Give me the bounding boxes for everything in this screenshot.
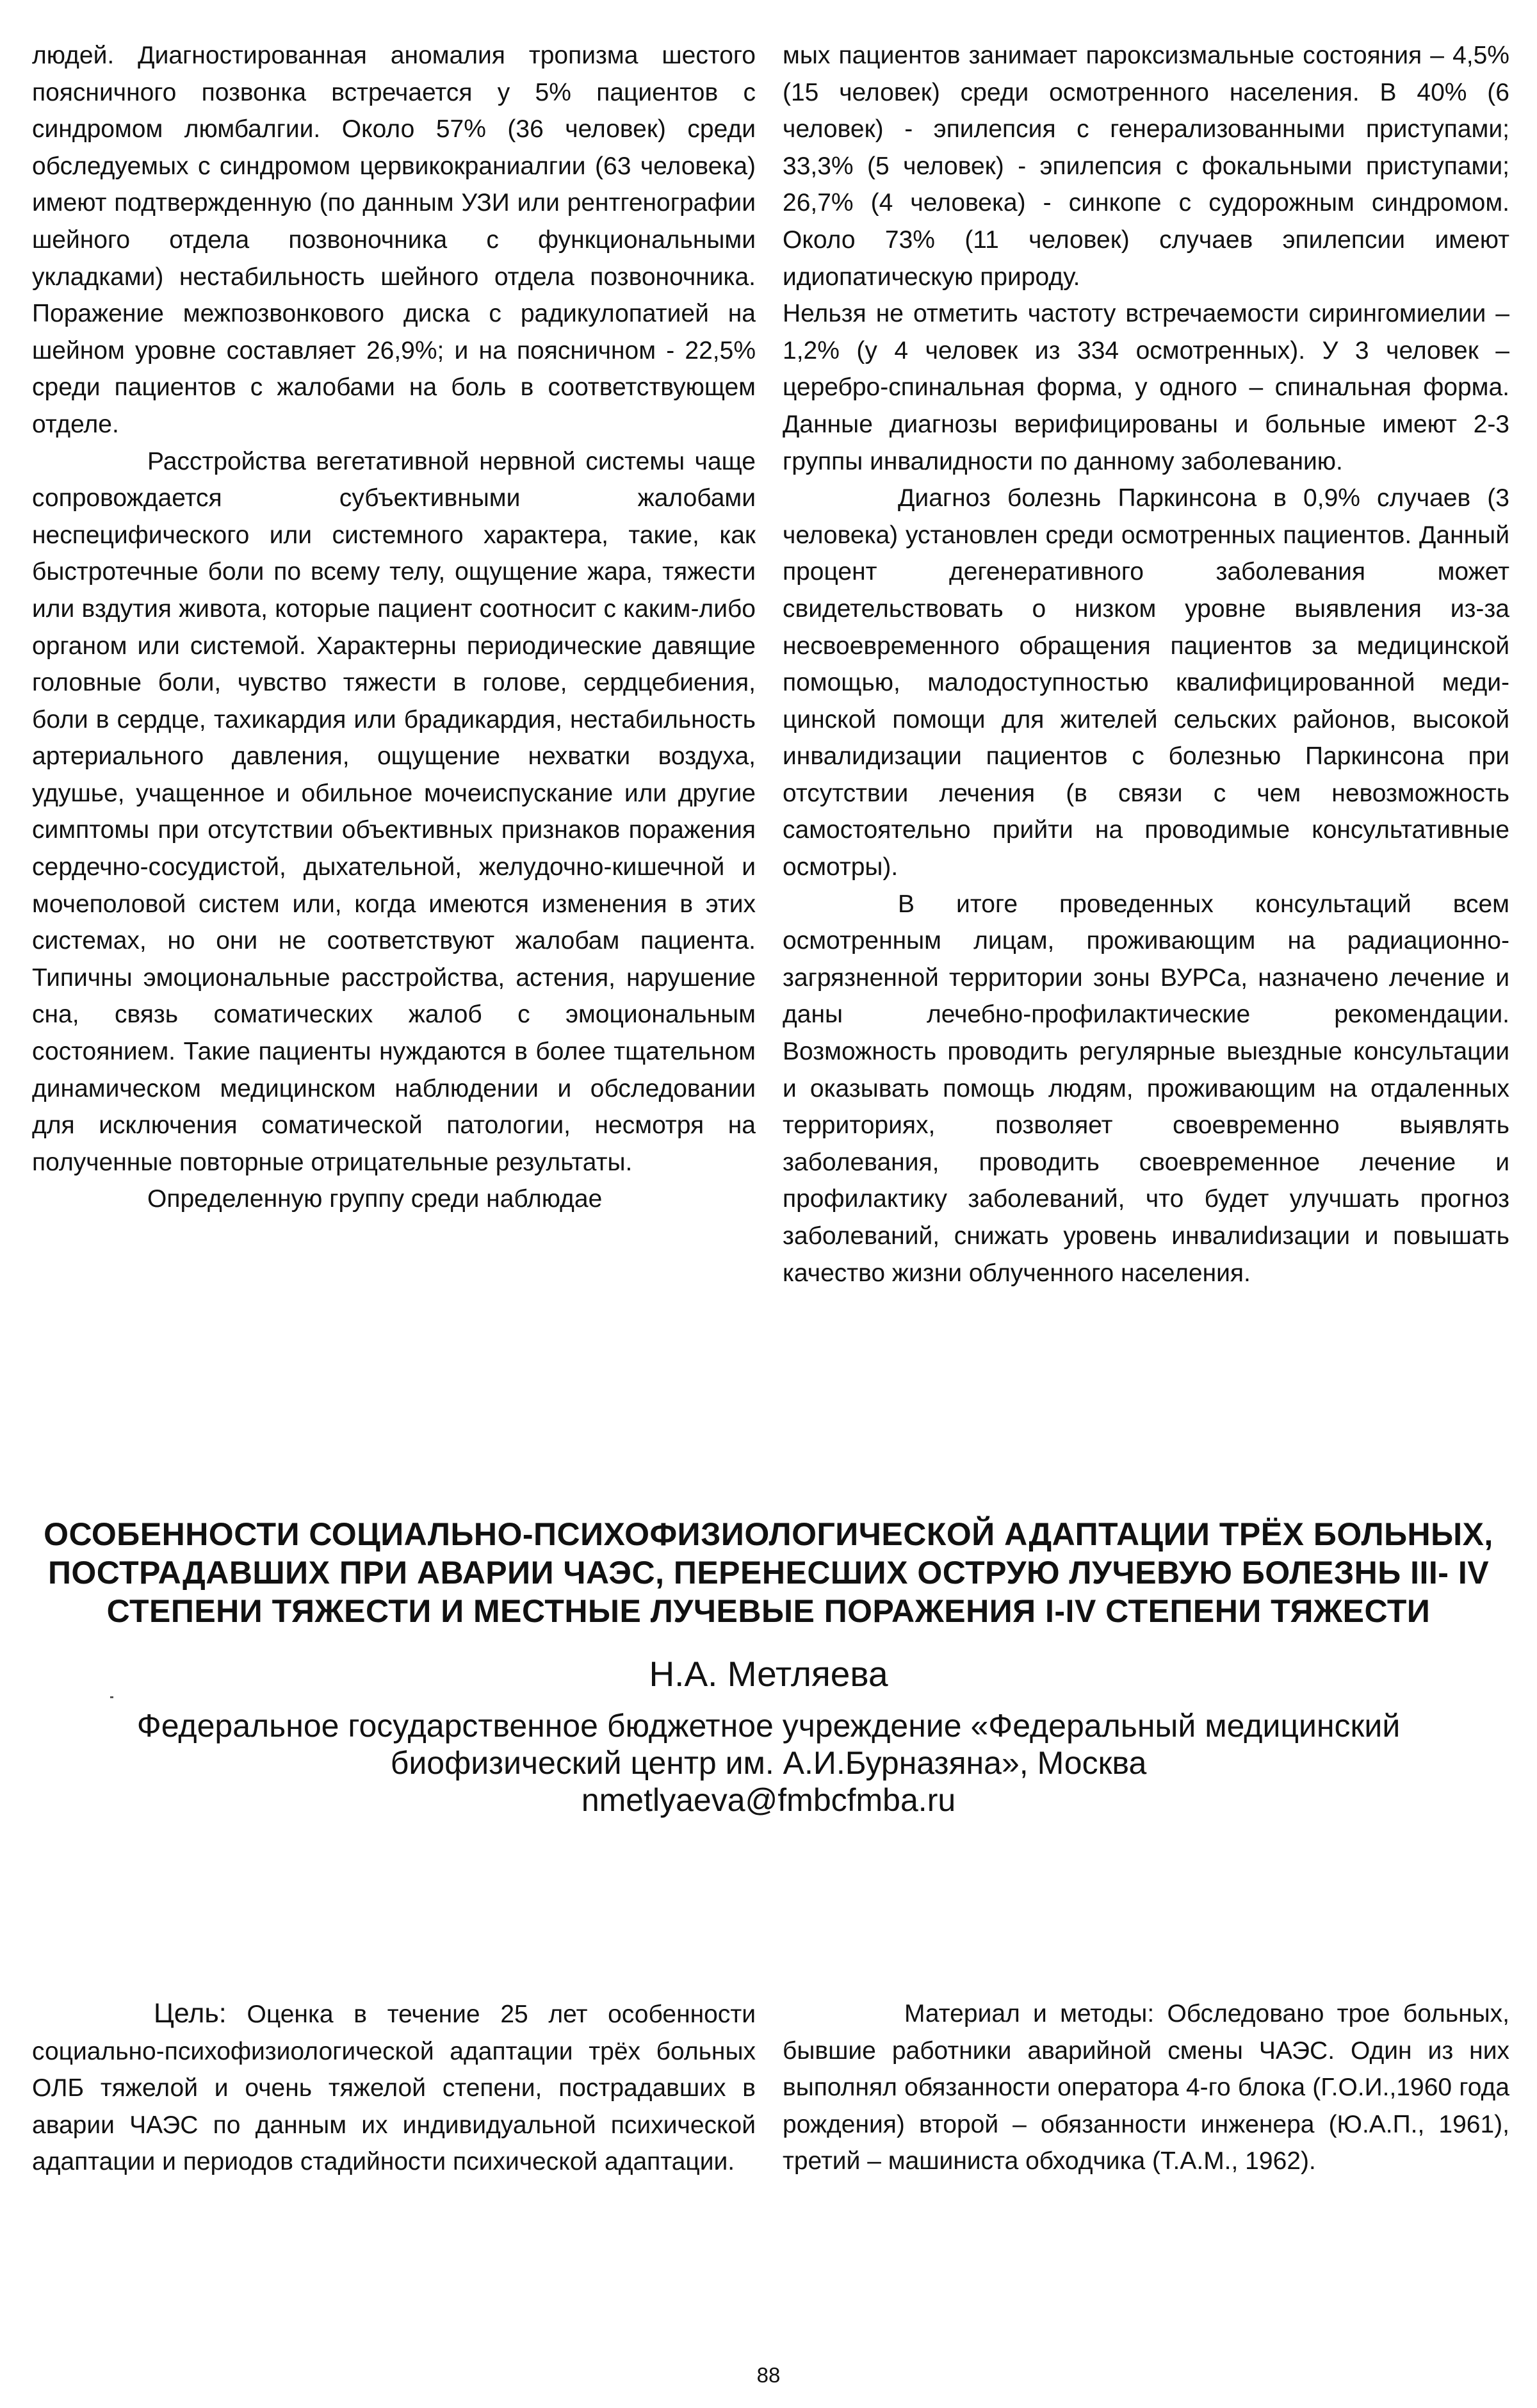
right-column-bottom [783, 1995, 1509, 2180]
paragraph: людей. Диагностированная аномалия тропизма шестого поясничного позвонка встречается у 5% пациентов с синдромом люмбалгии. Около 57% (36 человек) среди обследуемых с синдромом цервикокраниалгии (63 человека) имеют подтвержденную (по данным УЗИ или рентгенографии шейного отдела позвоночника с функциональными укладками) нестабильность шейного отдела позвоночника. Поражение межпозвонкового диска с радикулопатией на шейном уровне составляет 26,9%; и на поясничном - 22,5% среди пациентов с жалобами на боль в соответствующем отделе. [32, 42, 756, 438]
author-email: nmetlyaeva@fmbcfmba.ru [581, 1782, 956, 1818]
paragraph: В итоге проведенных консультаций всем осмотренным лицам, проживающим на радиационно-загрязненной территории зоны ВУРСа, назначено лечение и даны лечебно-профилактические рекомендации. Возможность проводить регулярные выездные консультации и оказывать помощь людям, проживающим на отдаленных территориях, позволяет своевременно выявлять заболевания, проводить своевременное лечение и профилактику заболеваний, что будет улучшать прогноз заболеваний, снижать уровень инвалиdизации и повышать качество жизни облученного населения. [783, 890, 1509, 1287]
article-title: ОСОБЕННОСТИ СОЦИАЛЬНО-ПСИХОФИЗИОЛОГИЧЕСКОЙ АДАПТАЦИИ ТРЁХ БОЛЬНЫХ, ПОСТРАДАВШИХ ПРИ АВАРИИ ЧАЭС, ПЕРЕНЕСШИХ ОСТРУЮ ЛУЧЕВУЮ БОЛЕЗНЬ III- IV СТЕПЕНИ ТЯЖЕСТИ И МЕСТНЫЕ ЛУЧЕВЫЕ ПОРАЖЕНИЯ I-IV СТЕПЕНИ ТЯЖЕСТИ [44, 1516, 1493, 1629]
paragraph: Определенную группу среди наблюдае [147, 1185, 603, 1213]
page-number: 88 [756, 2363, 781, 2387]
author-affiliation [32, 1707, 1505, 1819]
paragraph: Нельзя не отметить частоту встречаемости сирингомиелии – 1,2% (у 4 человек из 334 осмотренных). У 3 человек – церебро-спинальная форма, у одного – спинальная форма. Данные диагнозы верифицированы и больные имеют 2-3 группы инвалидности по данному заболеванию. [783, 300, 1509, 475]
paragraph: Расстройства вегетативной нервной системы чаще сопровождается субъективными жалобами неспецифического или системного характера, такие, как быстротечные боли по всему телу, ощущение жара, тяжести или вздутия живота, которые пациент соотносит с каким-либо органом или системой. Характерны периодические давящие головные боли, чувство тяжести в голове, сердцебиения, боли в сердце, тахикардия или брадикардия, нестабильность артериального давления, ощущение нехватки воздуха, удушье, учащенное и обильное мочеиспускание или другие симптомы при отсутствии объективных признаков поражения сердечно-сосудистой, дыхательной, желудочно-кишечной и мочеполовой систем или, когда имеются изменения в этих системах, но они не соответствуют жалобам пациента. Типичны эмоциональные расстройства, астения, нарушение сна, связь соматических жалоб с эмоциональным состоянием. Такие пациенты нуждаются в более тщательном динамическом медицинском наблюдении и обследовании для исключения соматической патологии, несмотря на полученные повторные отрицательные результаты. [32, 447, 756, 1176]
left-column-top [32, 37, 756, 1218]
section-text-methods: Обследовано трое больных, бывшие работники аварийной смены ЧАЭС. Один из них выполнял обязанности оператора 4-го блока (Г.О.И.,1960 года рождения) второй – обязанности инженера (Ю.А.П., 1961), третий – машиниста обходчика (Т.А.М., 1962). [783, 2000, 1510, 2175]
affiliation-line: Федеральное государственное бюджетное учреждение «Федеральный медицинский [136, 1708, 1401, 1744]
affiliation-line: биофизический центр им. А.И.Бурназяна», Москва [390, 1745, 1147, 1781]
paragraph: мых пациентов занимает пароксизмальные состояния – 4,5% (15 человек) среди осмотренного населения. В 40% (6 человек) - эпилепсия с генерализованными приступами; 33,3% (5 человек) - эпилепсия с фокальными приступами; 26,7% (4 человека) - синкопе с судорожным синдромом. Около 73% (11 человек) случаев эпилепсии имеют идиопатическую природу. [783, 42, 1509, 291]
right-column-top [783, 37, 1509, 1291]
left-column-bottom [32, 1995, 756, 2181]
article-author: Н.А. Метляева [649, 1654, 888, 1694]
scan-speck [110, 1696, 113, 1698]
paragraph: Диагноз болезнь Паркинсона в 0,9% случаев (3 человека) установлен среди осмотренных пациентов. Данный процент дегенеративного заболевания может свидетельствовать о низком уровне выявления из-за несвоевременного обращения пациентов за медицинской помощью, малодоступностью квалифицированной медицинской помощи для жителей сельских районов, высокой инвалидизации пациентов с болезнью Паркинсона при отсутствии лечения (в связи с чем невозможность самостоятельно прийти на проводимые консультативные осмотры). [783, 484, 1509, 881]
section-lead-aim: Цель: [154, 1998, 227, 2029]
section-lead-methods: Материал и методы: [904, 2000, 1155, 2027]
section-text-aim: Оценка в течение 25 лет особенности социально-психофизиологической адаптации трёх больных ОЛБ тяжелой и очень тяжелой степени, пострадавших в аварии ЧАЭС по данным их индивидуальной психической адаптации и периодов стадийности психической адаптации. [32, 2001, 756, 2176]
